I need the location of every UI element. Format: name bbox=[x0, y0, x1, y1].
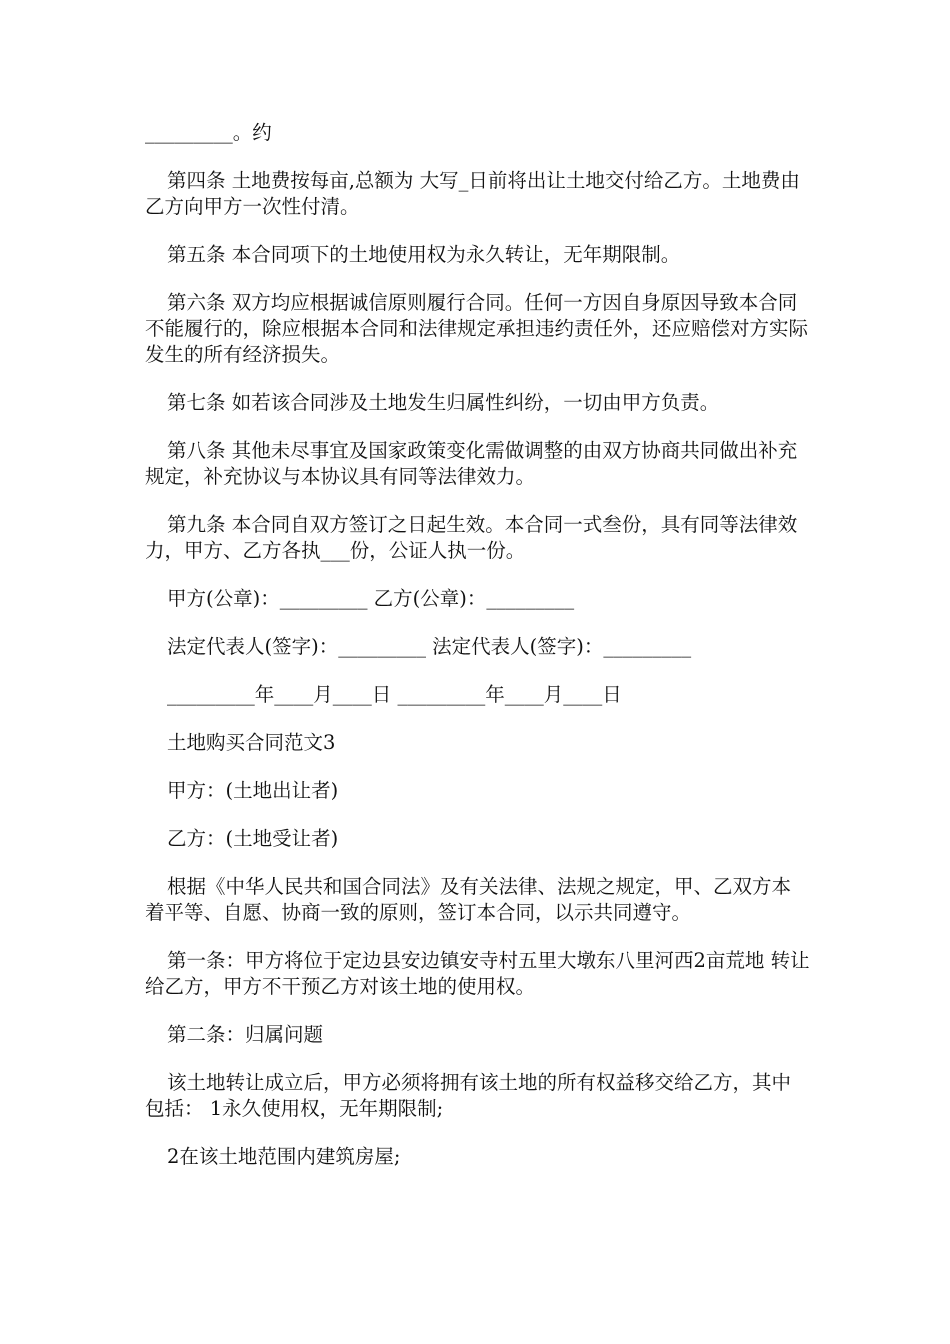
paragraph-date-fragment: _________。约 bbox=[145, 121, 272, 144]
paragraph-article-2-body: 该土地转让成立后，甲方必须将拥有该土地的所有权益移交给乙方，其中包括： 1永久使用权，无年期限制; bbox=[145, 1071, 792, 1120]
signature-date-line: _________年____月____日 _________年____月____日 bbox=[167, 683, 622, 706]
party-a-line: 甲方：(土地出让者) bbox=[167, 779, 339, 802]
paragraph-article-5: 第五条 本合同项下的土地使用权为永久转让，无年期限制。 bbox=[167, 243, 681, 266]
paragraph-article-6: 第六条 双方均应根据诚信原则履行合同。任何一方因自身原因导致本合同不能履行的，除应根据本合同和法律规定承担违约责任外，还应赔偿对方实际发生的所有经济损失。 bbox=[145, 291, 809, 366]
paragraph-article-4: 第四条 土地费按每亩,总额为 大写_日前将出让土地交付给乙方。土地费由乙方向甲方一次性付清。 bbox=[145, 169, 800, 218]
party-b-line: 乙方：(土地受让者) bbox=[167, 827, 339, 850]
signature-seal-line: 甲方(公章)：_________ 乙方(公章)：_________ bbox=[167, 587, 575, 610]
paragraph-article-9: 第九条 本合同自双方签订之日起生效。本合同一式叁份，具有同等法律效力，甲方、乙方各执___份，公证人执一份。 bbox=[145, 513, 798, 562]
paragraph-article-2-item-2: 2在该土地范围内建筑房屋; bbox=[167, 1145, 401, 1168]
section-heading: 土地购买合同范文3 bbox=[167, 731, 336, 754]
paragraph-article-1: 第一条：甲方将位于定边县安边镇安寺村五里大墩东八里河西2亩荒地 转让给乙方，甲方不干预乙方对该土地的使用权。 bbox=[145, 949, 810, 998]
paragraph-article-8: 第八条 其他未尽事宜及国家政策变化需做调整的由双方协商共同做出补充规定，补充协议与本协议具有同等法律效力。 bbox=[145, 439, 798, 488]
paragraph-article-2-heading: 第二条：归属问题 bbox=[167, 1023, 324, 1046]
paragraph-article-7: 第七条 如若该合同涉及土地发生归属性纠纷，一切由甲方负责。 bbox=[167, 391, 720, 414]
signature-representative-line: 法定代表人(签字)：_________ 法定代表人(签字)：_________ bbox=[167, 635, 692, 658]
document-body bbox=[145, 120, 810, 1192]
paragraph-preamble: 根据《中华人民共和国合同法》及有关法律、法规之规定，甲、乙双方本着平等、自愿、协商一致的原则，签订本合同，以示共同遵守。 bbox=[145, 875, 792, 924]
